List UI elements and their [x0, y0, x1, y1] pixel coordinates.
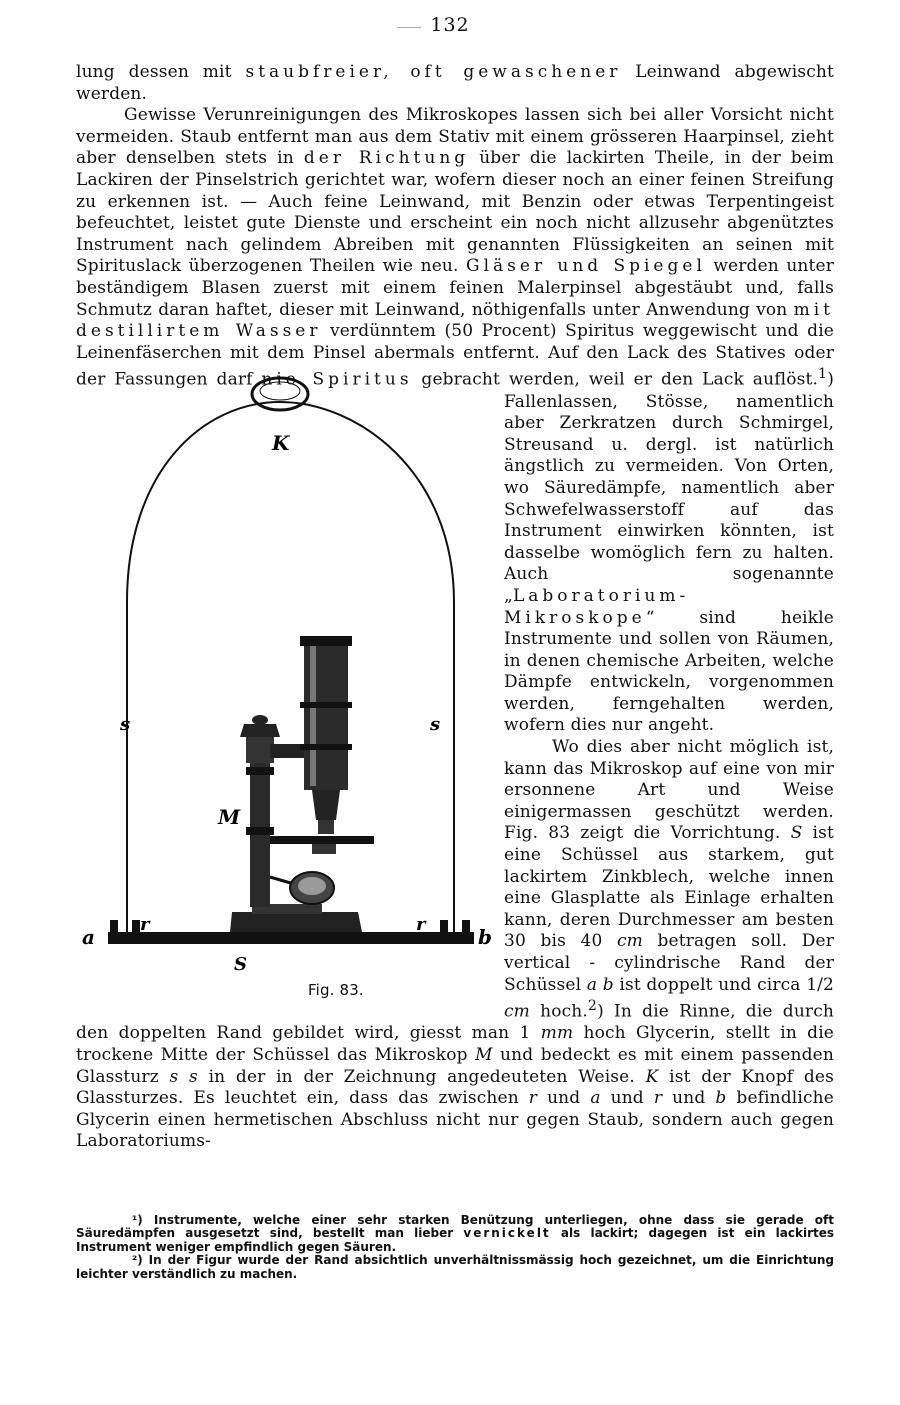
figure-caption: Fig. 83. — [308, 981, 364, 1000]
label-M: M — [218, 805, 241, 830]
figure-83 — [72, 364, 504, 1012]
label-r-right: r — [416, 914, 426, 936]
label-b: b — [478, 925, 493, 950]
text-run: hoch Glycerin, stellt in die trockene Mitte der Schüssel das Mikroskop — [76, 1023, 834, 1066]
text-run: Gewisse Verunreinigungen des Mikroskopes lassen sich bei aller Vorsicht nicht vermeiden. Staub entfernt man aus dem Stativ mit einem grösseren Haarpinsel, zieht aber denselben stets in — [76, 105, 834, 169]
text-run: lung dessen mit — [76, 62, 246, 82]
label-s-right: s — [430, 714, 441, 736]
footnote-ref-2: 2 — [587, 998, 598, 1015]
text-run: betragen soll. Der vertical - cylindrische Rand der Schüssel — [504, 931, 834, 995]
footnote-ref-1: 1 — [818, 366, 828, 383]
spaced-text: vernickelt — [463, 1226, 551, 1241]
label-r-left: r — [140, 914, 150, 936]
header-rule — [397, 27, 421, 28]
stage-diaphragm — [312, 844, 336, 854]
label-s-left: s — [120, 714, 131, 736]
symbol-ab: a b — [586, 974, 614, 995]
unit-mm: mm — [540, 1023, 574, 1044]
footnote-1 — [76, 1214, 834, 1254]
text-run: “ sind heikle Instrumente und sollen von Räumen, in denen chemische Arbeiten, welche Dämpfe entwickeln, vorgenommen werden, ferngehalten werden, wofern dies nur angeht. — [504, 607, 834, 736]
text-run: und — [537, 1088, 591, 1109]
footnote-mark: ²) — [132, 1253, 143, 1268]
text-run: und bedeckt es mit einem passenden Glassturz — [76, 1045, 834, 1087]
text-run: hoch. — [529, 1001, 588, 1022]
spaced-text: mit destillirtem Wasser — [76, 299, 834, 342]
jar-knob-highlight — [260, 382, 300, 400]
microscope-stage — [270, 836, 374, 844]
text-run: als lackirt; dagegen ist ein lackirtes Instrument weniger empfindlich gegen Säuren. — [76, 1226, 835, 1254]
bell-jar-microscope-illustration — [72, 369, 504, 982]
dish-rim-left-outer — [110, 920, 118, 934]
symbol-K: K — [645, 1066, 659, 1087]
jar-knob — [252, 378, 308, 410]
text-run: ist eine Schüssel aus starkem, gut lackirtem Zinkblech, welche innen eine Glasplatte als Einlage erhalten kann, deren Durchmesser am besten 30 bis 40 — [504, 823, 835, 952]
text-run: verdünntem (50 Procent) Spiritus weggewischt und die Leinenfäserchen mit dem Pinsel abermals entfernt. Auf den Lack des Statives oder der Fassungen darf — [76, 321, 834, 390]
text-run: Instrumente, welche einer sehr starken Benützung unterliegen, ohne dass sie gerade oft Säuredämpfen ausgesetzt sind, bestellt man lieber — [76, 1213, 834, 1241]
dish-rim-left-inner — [132, 920, 140, 934]
spaced-text: nie Spiritus — [261, 369, 413, 390]
focus-housing — [246, 737, 274, 763]
label-S: S — [234, 954, 248, 976]
text-run: und — [662, 1088, 716, 1109]
text-run: ) Fallenlassen, Stösse, namentlich aber Zerkratzen durch Schmirgel, Streusand u. dergl. ist natürlich ängstlich zu vermeiden. Von Orten, wo Säuredämpfe, namentlich aber Schwefelwasserstoff auf das Instrument einwirken könnten, ist dasselbe womöglich fern zu halten. Auch sogenannte „ — [504, 369, 834, 606]
text-run: ) In die Rinne, die durch den doppelten Rand gebildet wird, giesst man 1 — [76, 1001, 834, 1044]
symbol-M: M — [475, 1045, 493, 1066]
focus-knob-top — [252, 715, 268, 725]
pillar-collar-2 — [246, 827, 274, 835]
footnotes — [76, 1214, 834, 1281]
microscope-objective — [312, 790, 340, 820]
symbol-S: S — [790, 823, 803, 844]
footnote-mark: ¹) — [132, 1213, 143, 1227]
symbol-a: a — [590, 1088, 601, 1109]
symbol-r: r — [528, 1088, 538, 1109]
microscope-foot — [230, 912, 362, 932]
text-run: ist doppelt und circa — [613, 974, 807, 995]
dish-rim-right-inner — [440, 920, 448, 934]
text-run: und — [600, 1088, 654, 1109]
symbol-ss: s s — [169, 1066, 198, 1087]
text-run: über die lackirten Theile, in der beim Lackiren der Pinselstrich gerichtet war, wofern dieser noch an einer feinen Streifung zu erkennen ist. — Auch feine Leinwand, mit Benzin oder etwas Terpentingeist befeuchtet, leistet gute Dienste und erscheint ein noch nicht allzusehr abgenütztes Instrument nach gelindem Abreiben mit genannten Flüssigkeiten an seinen mit Spirituslack überzogenen Theilen wie neu. — [76, 148, 835, 277]
pillar-collar-1 — [246, 767, 274, 775]
footnote-2 — [76, 1254, 834, 1281]
tube-ring-2 — [300, 744, 352, 750]
text-run: werden unter beständigem Blasen zuerst mit einem feinen Malerpinsel abgestäubt und, falls Schmutz daran haftet, dieser mit Leinwand, nöthigenfalls unter Anwendung von — [76, 256, 834, 320]
unit-cm: cm — [617, 931, 643, 952]
body-text — [76, 62, 834, 1153]
spaced-text: Laboratorium-Mikroskope — [504, 585, 690, 628]
paragraph-1 — [76, 62, 834, 105]
spaced-text: staubfreier, oft gewaschener — [245, 62, 622, 82]
unit-cm: cm — [504, 1001, 530, 1022]
tube-highlight — [310, 644, 316, 786]
bell-jar-outline — [127, 402, 454, 932]
text-run: In der Figur wurde der Rand absichtlich unverhältnissmässig hoch gezeichnet, um die Einrichtung leichter verständlich zu machen. — [76, 1253, 834, 1281]
fine-focus-knob — [240, 724, 280, 737]
text-run: Leinwand abgewischt werden. — [76, 62, 834, 104]
symbol-r: r — [653, 1088, 663, 1109]
text-run: Wo dies aber nicht möglich ist, kann das Mikroskop auf eine von mir ersonnene Art und Weise einigermassen geschützt werden. Fig. 83 zeigt die Vorrichtung. — [504, 737, 834, 844]
symbol-b: b — [715, 1088, 727, 1109]
text-run: befindliche Glycerin einen hermetischen Abschluss nicht nur gegen Staub, sondern auch gegen Laboratoriums- — [76, 1088, 834, 1152]
objective-tip — [318, 820, 334, 834]
text-run: ist der Knopf des Glassturzes. Es leuchtet ein, dass das zwischen — [76, 1066, 835, 1109]
spaced-text: Gläser und Spiegel — [466, 256, 706, 277]
text-run: in der in der Zeichnung angedeuteten Weise. — [197, 1066, 646, 1087]
spaced-text: der Richtung — [303, 148, 470, 169]
eyepiece-rim — [300, 636, 352, 646]
label-a: a — [82, 925, 96, 950]
fraction-half: 1/2 — [806, 974, 835, 995]
label-K: K — [272, 431, 290, 456]
page-number: 132 — [430, 14, 470, 36]
mirror-glass — [298, 877, 326, 895]
tube-ring-1 — [300, 702, 352, 708]
text-run: gebracht werden, weil er den Lack auflöst. — [412, 369, 819, 390]
dish-rim-right-outer — [462, 920, 470, 934]
